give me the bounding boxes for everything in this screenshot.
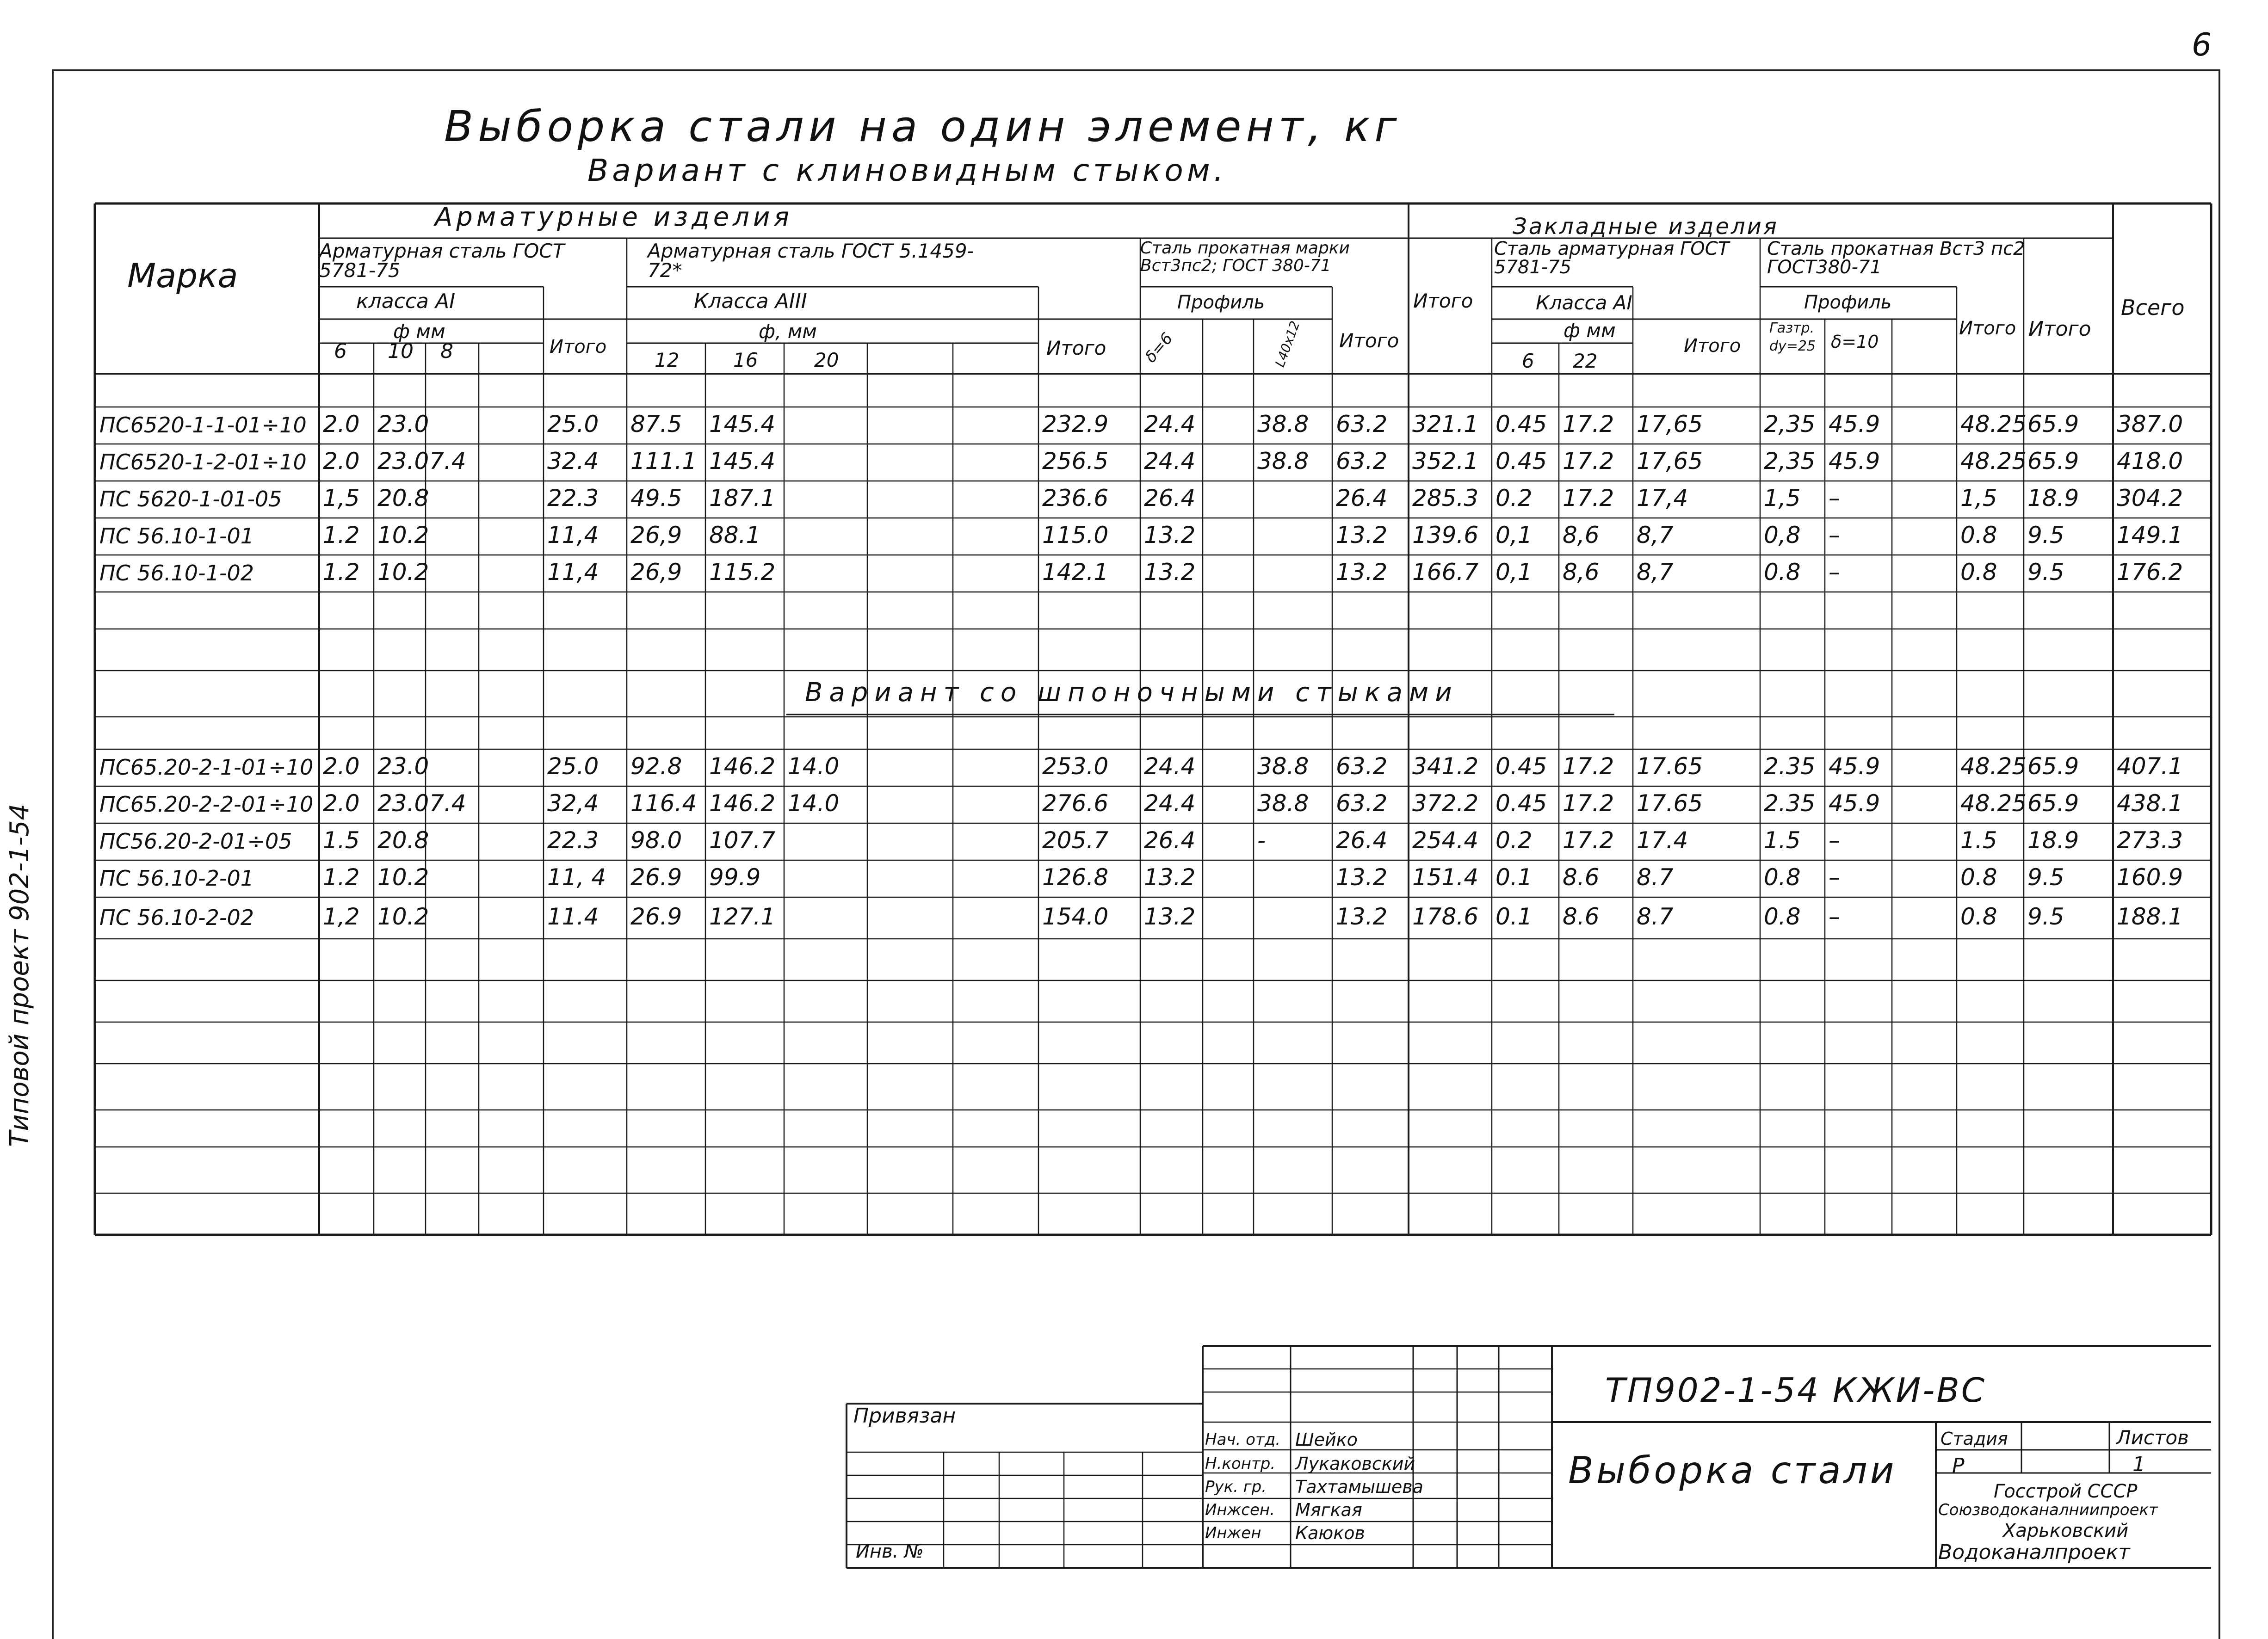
table-cell: 0,1 <box>1496 559 1533 585</box>
table-cell: 63.2 <box>1336 790 1388 817</box>
h-profile: Профиль <box>1177 292 1265 313</box>
org-line-2: Союзводоканалниипроект <box>1938 1501 2158 1519</box>
h-d10: 10 <box>388 339 414 363</box>
role-title: Инжен <box>1205 1524 1261 1542</box>
h-steel-rolled: Сталь прокатная марки Вст3пс2; ГОСТ 380-71 <box>1140 239 1350 275</box>
table-cell: 10.2 <box>377 522 429 548</box>
table-cell: 0.8 <box>1764 864 1801 891</box>
table-cell: – <box>1829 559 1840 585</box>
row-mark: ПС 56.10-2-02 <box>99 905 254 930</box>
table-cell: 11.4 <box>547 903 599 930</box>
table-cell: 178.6 <box>1412 903 1479 930</box>
table-cell: 17.2 <box>1563 790 1614 817</box>
table-cell: – <box>1829 903 1840 930</box>
table-cell: 151.4 <box>1412 864 1479 891</box>
table-cell: 116.4 <box>630 790 697 817</box>
h-itogo-emb: Итого <box>2028 317 2091 341</box>
table-cell: 17.2 <box>1563 448 1614 474</box>
table-cell: 1,5 <box>1764 485 1801 511</box>
table-cell: 0.45 <box>1496 790 1547 817</box>
table-cell: 0.45 <box>1496 411 1547 437</box>
table-cell: 13.2 <box>1336 903 1388 930</box>
row-mark: ПС 56.10-1-02 <box>99 561 254 585</box>
table-cell: 92.8 <box>630 753 682 780</box>
table-cell: 98.0 <box>630 827 682 854</box>
table-cell: 13.2 <box>1336 864 1388 891</box>
h-steel-rolled2: Сталь прокатная Вст3 пс2 ГОСТ380-71 <box>1767 238 2025 278</box>
table-cell: 26.4 <box>1144 827 1196 854</box>
table-cell: 18.9 <box>2027 485 2079 511</box>
h-phi-mm2: ф, мм <box>759 320 817 343</box>
table-cell: – <box>1829 864 1840 891</box>
inv-label: Инв. № <box>856 1541 924 1562</box>
h-itogo-emb-ai: Итого <box>1684 335 1741 357</box>
role-name: Каюков <box>1295 1523 1365 1543</box>
table-cell: 160.9 <box>2117 864 2183 891</box>
table-cell: 253.0 <box>1042 753 1109 780</box>
table-cell: 2,35 <box>1764 448 1816 474</box>
table-cell: 1.2 <box>323 522 360 548</box>
table-cell: 1,5 <box>323 485 360 511</box>
row-mark: ПС65.20-2-1-01÷10 <box>99 755 314 780</box>
table-cell: 7.4 <box>429 790 466 817</box>
table-cell: 418.0 <box>2117 448 2183 474</box>
sheets-value: 1 <box>2132 1453 2145 1476</box>
table-cell: 8.6 <box>1563 864 1600 891</box>
table-cell: 63.2 <box>1336 753 1388 780</box>
table-cell: 8,6 <box>1563 559 1600 585</box>
table-cell: 25.0 <box>547 411 599 437</box>
table-cell: 65.9 <box>2027 790 2079 817</box>
table-cell: – <box>1829 827 1840 854</box>
table-cell: 149.1 <box>2117 522 2183 548</box>
table-cell: 0.8 <box>1960 559 1997 585</box>
table-cell: 48.25 <box>1960 448 2027 474</box>
table-cell: 0.45 <box>1496 753 1547 780</box>
table-cell: 23.0 <box>377 448 429 474</box>
table-cell: 2,35 <box>1764 411 1816 437</box>
table-cell: 88.1 <box>709 522 761 548</box>
org-line-4: Водоканалпроект <box>1938 1540 2130 1564</box>
table-cell: 17.2 <box>1563 827 1614 854</box>
h-d12: 12 <box>655 349 680 371</box>
table-cell: 45.9 <box>1829 753 1880 780</box>
h-steel-aiii: Арматурная сталь ГОСТ 5.1459-72* <box>648 240 974 282</box>
row-mark: ПС65.20-2-2-01÷10 <box>99 792 314 817</box>
table-cell: 20.8 <box>377 827 429 854</box>
table-cell: 48.25 <box>1960 790 2027 817</box>
row-mark: ПС56.20-2-01÷05 <box>99 829 292 854</box>
table-cell: 26.4 <box>1336 485 1388 511</box>
stage-label: Стадия <box>1940 1429 2008 1449</box>
table-cell: 13.2 <box>1336 522 1388 548</box>
table-cell: 166.7 <box>1412 559 1479 585</box>
table-cell: 63.2 <box>1336 448 1388 474</box>
h-gaz: Газтр. dу=25 <box>1769 320 1816 354</box>
privyazan-label: Привязан <box>853 1404 956 1428</box>
table-cell: 387.0 <box>2117 411 2183 437</box>
table-cell: 0.2 <box>1496 827 1533 854</box>
table-cell: 304.2 <box>2117 485 2183 511</box>
table-cell: 17.2 <box>1563 411 1614 437</box>
table-cell: 111.1 <box>630 448 697 474</box>
table-cell: 26.9 <box>630 864 682 891</box>
table-cell: 17.4 <box>1637 827 1688 854</box>
h-d16: 16 <box>733 349 758 371</box>
table-cell: 20.8 <box>377 485 429 511</box>
table-cell: 23.0 <box>377 790 429 817</box>
col-mark: Марка <box>127 256 238 295</box>
table-cell: 1.5 <box>323 827 360 854</box>
table-cell: 13.2 <box>1144 903 1196 930</box>
table-cell: 11,4 <box>547 559 599 585</box>
h-itogo-ai: Итого <box>550 336 607 357</box>
table-cell: 10.2 <box>377 903 429 930</box>
h-d6b: 6 <box>1522 350 1534 372</box>
table-cell: 8.7 <box>1637 864 1674 891</box>
table-cell: 126.8 <box>1042 864 1109 891</box>
h-delta10: δ=10 <box>1831 332 1879 352</box>
table-cell: 0,1 <box>1496 522 1533 548</box>
table-cell: – <box>1829 485 1840 511</box>
table-cell: 352.1 <box>1412 448 1479 474</box>
table-cell: 2.0 <box>323 753 360 780</box>
table-cell: - <box>1257 827 1266 854</box>
h-class-ai: класса АI <box>356 290 456 313</box>
h-delta6: δ=6 <box>1141 329 1177 367</box>
role-name: Лукаковский <box>1295 1454 1415 1474</box>
h-itogo-prof: Итого <box>1339 329 1399 352</box>
table-cell: 188.1 <box>2117 903 2183 930</box>
table-cell: 17,65 <box>1637 411 1703 437</box>
table-cell: 26,9 <box>630 522 682 548</box>
table-cell: 205.7 <box>1042 827 1109 854</box>
table-cell: 2.0 <box>323 411 360 437</box>
table-cell: 24.4 <box>1144 448 1196 474</box>
table-cell: 65.9 <box>2027 753 2079 780</box>
h-profile2: Профиль <box>1804 292 1892 313</box>
row-mark: ПС 56.10-2-01 <box>99 866 254 891</box>
h-d22: 22 <box>1573 350 1598 372</box>
h-class-ai2: Класса АI <box>1536 291 1632 314</box>
table-cell: 24.4 <box>1144 790 1196 817</box>
table-cell: 145.4 <box>709 448 776 474</box>
table-cell: 232.9 <box>1042 411 1109 437</box>
table-cell: 11,4 <box>547 522 599 548</box>
table-cell: 17,4 <box>1637 485 1688 511</box>
table-cell: 26,9 <box>630 559 682 585</box>
table-cell: 1.2 <box>323 864 360 891</box>
role-title: Н.контр. <box>1205 1454 1276 1473</box>
sheets-label: Листов <box>2116 1426 2189 1449</box>
table-cell: 285.3 <box>1412 485 1479 511</box>
role-title: Инжсен. <box>1205 1501 1275 1519</box>
role-title: Нач. отд. <box>1205 1430 1281 1449</box>
table-cell: 127.1 <box>709 903 776 930</box>
table-cell: 45.9 <box>1829 448 1880 474</box>
table-cell: 8.7 <box>1637 903 1674 930</box>
table-cell: 8,7 <box>1637 522 1674 548</box>
table-cell: 38.8 <box>1257 411 1309 437</box>
table-cell: 45.9 <box>1829 790 1880 817</box>
h-d6: 6 <box>334 339 347 363</box>
table-cell: 146.2 <box>709 790 776 817</box>
side-label: Типовой проект 902-1-54 <box>5 803 35 1147</box>
table-cell: – <box>1829 522 1840 548</box>
table-cell: 0.8 <box>1764 559 1801 585</box>
table-cell: 0.1 <box>1496 903 1533 930</box>
table-cell: 23.0 <box>377 753 429 780</box>
table-cell: 7.4 <box>429 448 466 474</box>
table-cell: 0,8 <box>1764 522 1801 548</box>
table-cell: 63.2 <box>1336 411 1388 437</box>
h-itogo-arm: Итого <box>1413 290 1473 312</box>
table-cell: 254.4 <box>1412 827 1479 854</box>
table-cell: 17.65 <box>1637 753 1703 780</box>
table-cell: 17.65 <box>1637 790 1703 817</box>
page-title: Выборка стали на один элемент, кг <box>444 102 1402 151</box>
table-cell: 26.4 <box>1144 485 1196 511</box>
section2-label: Вариант со шпоночными стыками <box>805 678 1458 708</box>
h-d20: 20 <box>814 349 839 371</box>
table-cell: 1.5 <box>1764 827 1801 854</box>
h-itogo-prof2: Итого <box>1959 318 2016 339</box>
table-cell: 0.45 <box>1496 448 1547 474</box>
group-armature: Арматурные изделия <box>435 202 793 232</box>
h-phi-mm: ф мм <box>393 320 445 343</box>
table-cell: 8,6 <box>1563 522 1600 548</box>
role-name: Тахтамышева <box>1295 1477 1423 1497</box>
table-cell: 236.6 <box>1042 485 1109 511</box>
table-cell: 273.3 <box>2117 827 2183 854</box>
table-cell: 2.0 <box>323 790 360 817</box>
table-cell: 2.35 <box>1764 790 1816 817</box>
table-cell: 8.6 <box>1563 903 1600 930</box>
table-cell: 13.2 <box>1144 522 1196 548</box>
table-cell: 10.2 <box>377 559 429 585</box>
table-cell: 25.0 <box>547 753 599 780</box>
h-steel-emb: Сталь арматурная ГОСТ 5781-75 <box>1494 238 1730 278</box>
table-cell: 0.8 <box>1960 522 1997 548</box>
table-cell: 26.4 <box>1336 827 1388 854</box>
table-cell: 13.2 <box>1144 559 1196 585</box>
role-name: Шейко <box>1295 1430 1358 1450</box>
table-cell: 407.1 <box>2117 753 2183 780</box>
table-cell: 32.4 <box>547 448 599 474</box>
table-cell: 65.9 <box>2027 411 2079 437</box>
project-code: ТП902-1-54 КЖИ-ВС <box>1605 1371 1986 1410</box>
table-cell: 142.1 <box>1042 559 1109 585</box>
table-cell: 2.35 <box>1764 753 1816 780</box>
table-cell: 8,7 <box>1637 559 1674 585</box>
table-cell: 0.2 <box>1496 485 1533 511</box>
table-cell: 146.2 <box>709 753 776 780</box>
table-cell: 17,65 <box>1637 448 1703 474</box>
org-line-1: Госстрой СССР <box>1994 1481 2138 1502</box>
table-cell: 341.2 <box>1412 753 1479 780</box>
table-cell: 0.8 <box>1764 903 1801 930</box>
table-cell: 372.2 <box>1412 790 1479 817</box>
table-cell: 13.2 <box>1144 864 1196 891</box>
group-embedded: Закладные изделия <box>1513 214 1779 240</box>
table-cell: 22.3 <box>547 485 599 511</box>
stage-value: Р <box>1952 1454 1965 1478</box>
h-l40: L40х12 <box>1272 319 1303 370</box>
table-cell: 99.9 <box>709 864 761 891</box>
table-cell: 49.5 <box>630 485 682 511</box>
table-cell: 14.0 <box>788 790 840 817</box>
table-cell: 38.8 <box>1257 448 1309 474</box>
table-cell: 22.3 <box>547 827 599 854</box>
table-cell: 38.8 <box>1257 753 1309 780</box>
h-class-aiii: Класса АIII <box>694 290 807 313</box>
page-subtitle: Вариант с клиновидным стыком. <box>587 153 1227 188</box>
table-cell: 32,4 <box>547 790 599 817</box>
table-cell: 24.4 <box>1144 411 1196 437</box>
row-mark: ПС 5620-1-01-05 <box>99 487 282 511</box>
table-cell: 438.1 <box>2117 790 2183 817</box>
row-mark: ПС6520-1-1-01÷10 <box>99 413 307 437</box>
table-cell: 87.5 <box>630 411 682 437</box>
table-cell: 9.5 <box>2027 903 2064 930</box>
table-cell: 9.5 <box>2027 864 2064 891</box>
table-cell: 139.6 <box>1412 522 1479 548</box>
table-cell: 1,2 <box>323 903 360 930</box>
table-cell: 13.2 <box>1336 559 1388 585</box>
doc-title: Выборка стали <box>1568 1449 1897 1492</box>
h-itogo-aiii: Итого <box>1046 337 1106 359</box>
table-cell: 107.7 <box>709 827 776 854</box>
table-cell: 9.5 <box>2027 559 2064 585</box>
table-cell: 14.0 <box>788 753 840 780</box>
table-cell: 17.2 <box>1563 753 1614 780</box>
table-cell: 26.9 <box>630 903 682 930</box>
table-cell: 187.1 <box>709 485 776 511</box>
table-cell: 9.5 <box>2027 522 2064 548</box>
sheet-number: 6 <box>2192 27 2212 63</box>
table-cell: 24.4 <box>1144 753 1196 780</box>
table-cell: 176.2 <box>2117 559 2183 585</box>
table-cell: 0.1 <box>1496 864 1533 891</box>
table-cell: 65.9 <box>2027 448 2079 474</box>
table-cell: 1,5 <box>1960 485 1997 511</box>
row-mark: ПС 56.10-1-01 <box>99 524 254 548</box>
table-cell: 45.9 <box>1829 411 1880 437</box>
table-cell: 38.8 <box>1257 790 1309 817</box>
table-cell: 0.8 <box>1960 903 1997 930</box>
table-cell: 321.1 <box>1412 411 1479 437</box>
h-d8: 8 <box>440 339 453 363</box>
table-cell: 18.9 <box>2027 827 2079 854</box>
table-cell: 145.4 <box>709 411 776 437</box>
role-name: Мягкая <box>1295 1500 1362 1520</box>
table-cell: 11, 4 <box>547 864 606 891</box>
table-cell: 115.2 <box>709 559 776 585</box>
row-mark: ПС6520-1-2-01÷10 <box>99 450 307 474</box>
table-cell: 256.5 <box>1042 448 1109 474</box>
table-cell: 2.0 <box>323 448 360 474</box>
table-cell: 23.0 <box>377 411 429 437</box>
table-cell: 10.2 <box>377 864 429 891</box>
role-title: Рук. гр. <box>1205 1478 1267 1496</box>
table-cell: 115.0 <box>1042 522 1109 548</box>
table-cell: 17.2 <box>1563 485 1614 511</box>
col-total-all: Всего <box>2121 295 2185 320</box>
table-cell: 48.25 <box>1960 753 2027 780</box>
table-cell: 1.2 <box>323 559 360 585</box>
h-phi-mm3: ф мм <box>1563 319 1616 342</box>
table-cell: 48.25 <box>1960 411 2027 437</box>
table-cell: 154.0 <box>1042 903 1109 930</box>
org-line-3: Харьковский <box>2003 1520 2129 1541</box>
h-steel-ai: Арматурная сталь ГОСТ 5781-75 <box>319 240 565 282</box>
table-cell: 1.5 <box>1960 827 1997 854</box>
table-cell: 276.6 <box>1042 790 1109 817</box>
table-cell: 0.8 <box>1960 864 1997 891</box>
